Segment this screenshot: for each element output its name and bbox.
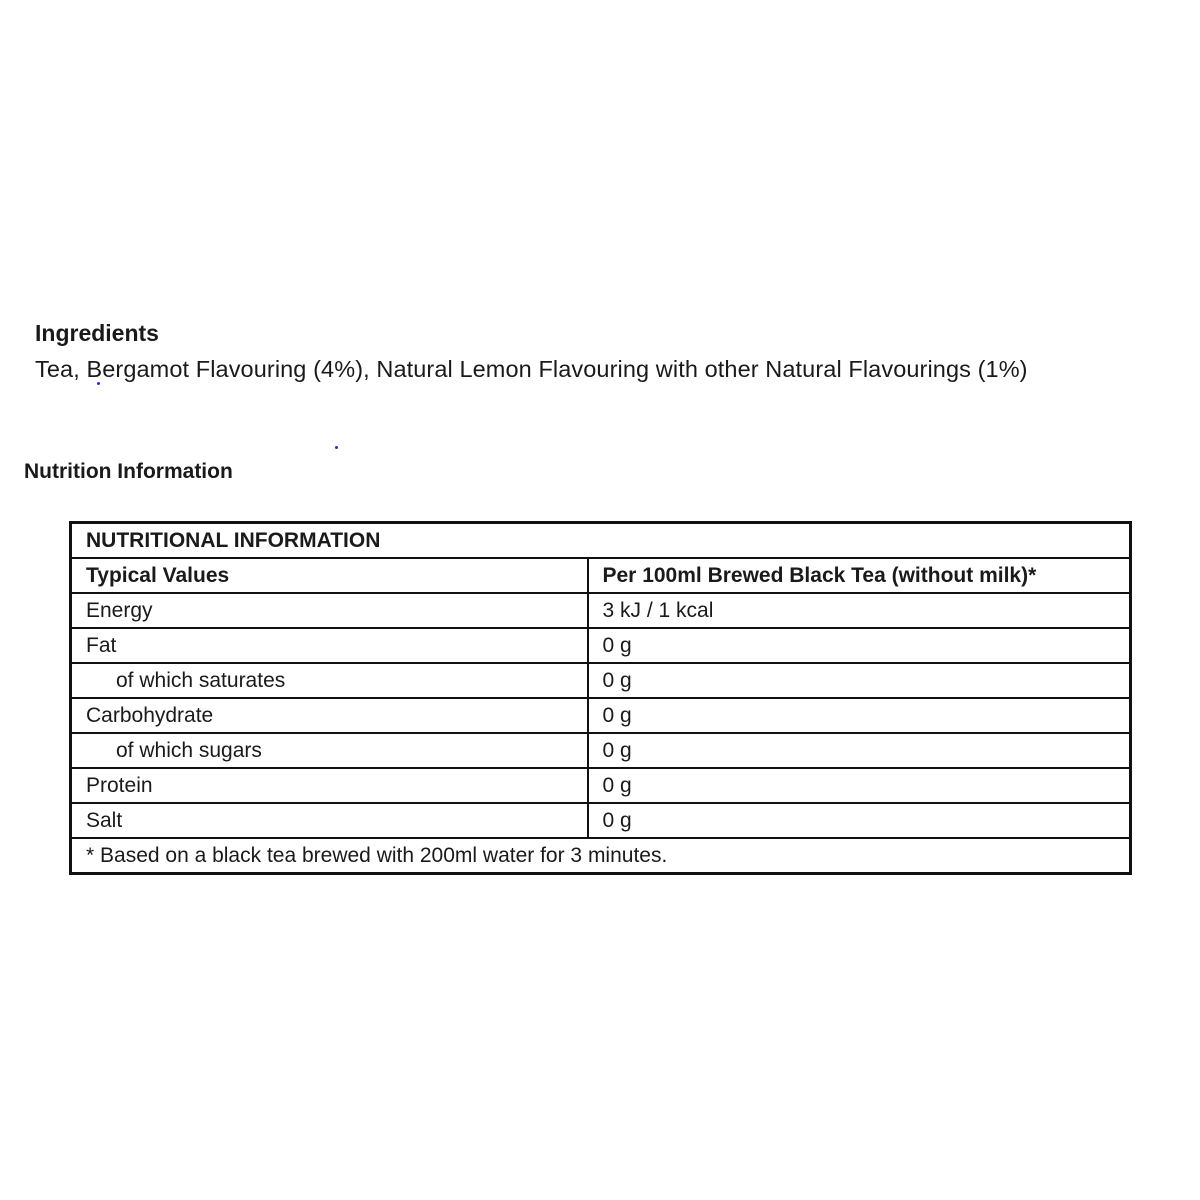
row-label-energy: Energy: [71, 593, 588, 628]
row-value-sugars: 0 g: [588, 733, 1131, 768]
row-value-carbohydrate: 0 g: [588, 698, 1131, 733]
nutrition-table: [69, 521, 1132, 875]
table-row: [71, 663, 1131, 698]
ingredients-heading: Ingredients: [35, 320, 159, 346]
table-row: [71, 803, 1131, 838]
row-label-sugars: of which sugars: [71, 733, 588, 768]
row-value-fat: 0 g: [588, 628, 1131, 663]
row-label-salt: Salt: [71, 803, 588, 838]
table-row: [71, 768, 1131, 803]
ingredients-text: Tea, Bergamot Flavouring (4%), Natural Lemon Flavouring with other Natural Flavourings (1%): [35, 356, 1028, 382]
row-value-salt: 0 g: [588, 803, 1131, 838]
table-footnote: * Based on a black tea brewed with 200ml water for 3 minutes.: [71, 838, 1131, 874]
row-label-saturates: of which saturates: [71, 663, 588, 698]
row-label-protein: Protein: [71, 768, 588, 803]
table-title-row: [71, 523, 1131, 559]
row-label-carbohydrate: Carbohydrate: [71, 698, 588, 733]
stray-mark: [335, 446, 338, 449]
header-per-100ml: Per 100ml Brewed Black Tea (without milk)*: [588, 558, 1131, 593]
nutrition-heading: Nutrition Information: [24, 460, 233, 483]
table-row: [71, 733, 1131, 768]
row-value-protein: 0 g: [588, 768, 1131, 803]
table-header-row: [71, 558, 1131, 593]
row-label-fat: Fat: [71, 628, 588, 663]
table-title: NUTRITIONAL INFORMATION: [71, 523, 1131, 559]
stray-mark: [97, 382, 100, 385]
header-typical-values: Typical Values: [71, 558, 588, 593]
table-row: [71, 628, 1131, 663]
table-row: [71, 593, 1131, 628]
table-footnote-row: [71, 838, 1131, 874]
table-row: [71, 698, 1131, 733]
row-value-energy: 3 kJ / 1 kcal: [588, 593, 1131, 628]
row-value-saturates: 0 g: [588, 663, 1131, 698]
